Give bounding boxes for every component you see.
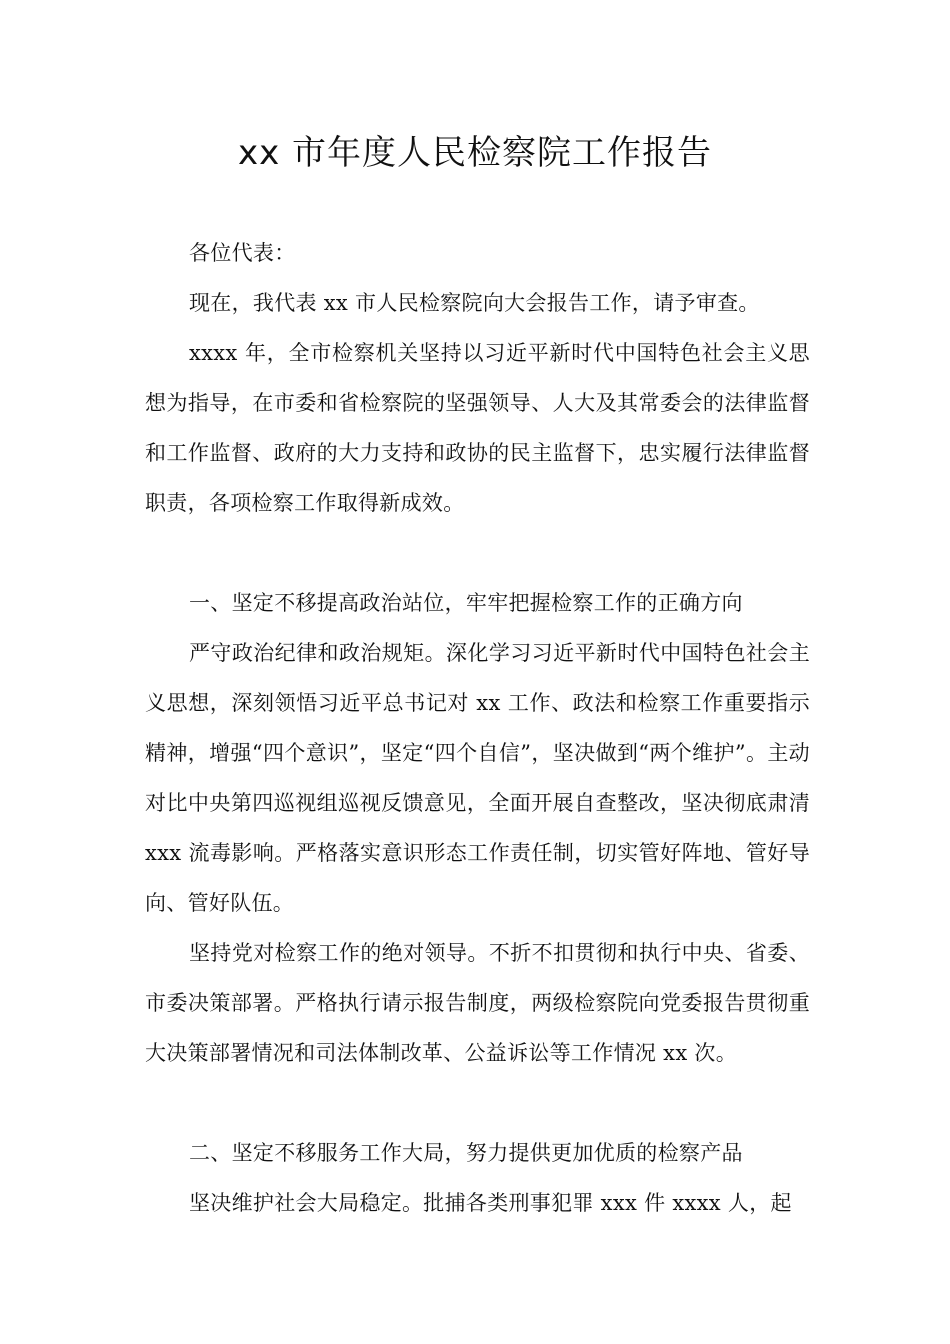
salutation: 各位代表：: [189, 241, 296, 265]
section-heading-2: 二、坚定不移服务工作大局，努力提供更加优质的检察产品: [189, 1141, 743, 1165]
section1-paragraph-2: 坚持党对检察工作的绝对领导。不折不扣贯彻和执行中央、省委、市委决策部署。严格执行请示报告制度，两级检察院向党委报告贯彻重大决策部署情况和司法体制改革、公益诉讼等工作情况 xx 次。: [145, 941, 810, 1065]
section2-paragraph-1: 坚决维护社会大局稳定。批捕各类刑事犯罪 xxx 件 xxxx 人，起: [189, 1191, 792, 1215]
intro-paragraph: 现在，我代表 xx 市人民检察院向大会报告工作，请予审查。: [189, 291, 760, 315]
section1-paragraph-1: 严守政治纪律和政治规矩。深化学习习近平新时代中国特色社会主义思想，深刻领悟习近平总书记对 xx 工作、政法和检察工作重要指示精神，增强“四个意识”，坚定“四个自信”，坚决做到“两个维护”。主动对比中央第四巡视组巡视反馈意见，全面开展自查整改，坚决彻底肃清 xxx 流毒影响。严格落实意识形态工作责任制，切实管好阵地、管好导向、管好队伍。: [145, 641, 810, 915]
summary-paragraph: xxxx 年，全市检察机关坚持以习近平新时代中国特色社会主义思想为指导，在市委和省检察院的坚强领导、人大及其常委会的法律监督和工作监督、政府的大力支持和政协的民主监督下，忠实履行法律监督职责，各项检察工作取得新成效。: [145, 341, 810, 515]
section-heading-1: 一、坚定不移提高政治站位，牢牢把握检察工作的正确方向: [189, 591, 743, 615]
document-title: xx 市年度人民检察院工作报告: [237, 133, 713, 173]
